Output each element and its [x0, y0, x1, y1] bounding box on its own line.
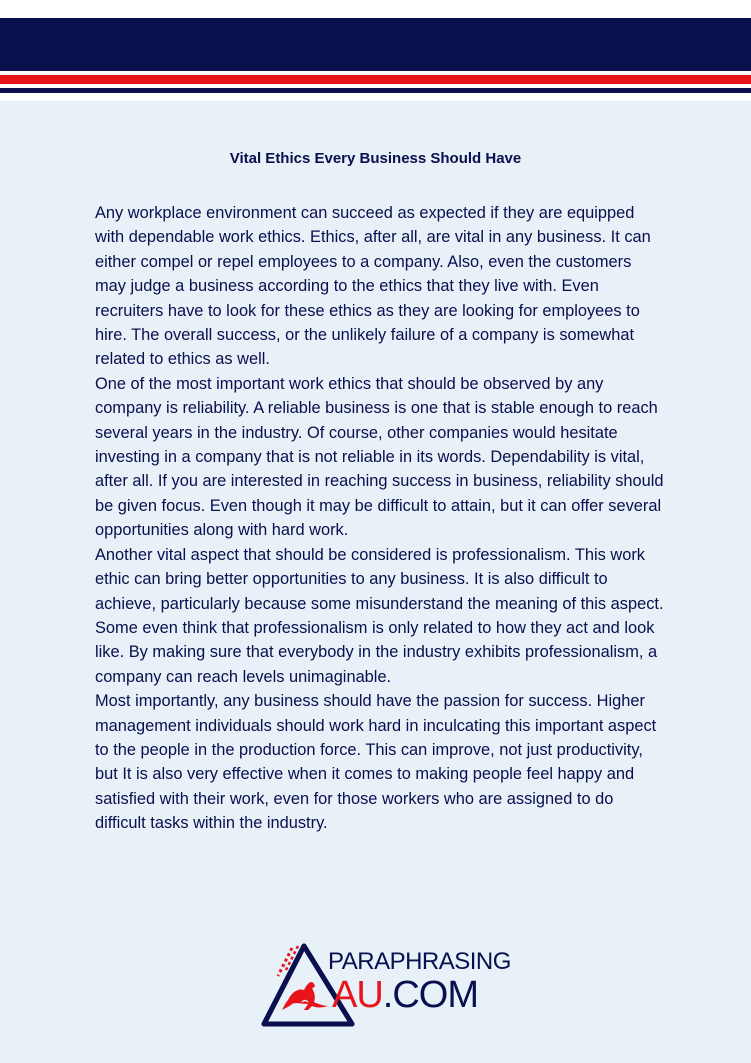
logo-text-com: .COM — [382, 974, 479, 1016]
header-top-strip — [0, 0, 751, 18]
document-body — [95, 201, 665, 836]
paragraph-1: Any workplace environment can succeed as expected if they are equipped with dependable work ethics. Ethics, after all, are vital in any business. It can either compel or repel employees to a company. Also, even the customers may judge a business according to the ethics that they live with. Even recruiters have to look for these ethics as they are looking for employees to hire. The overall success, or the unlikely failure of a company is somewhat related to ethics as well. — [95, 204, 651, 369]
brand-logo — [258, 940, 511, 1032]
paragraph-2: One of the most important work ethics that should be observed by any company is reliability. A reliable business is one that is stable enough to reach several years in the industry. Of course, other companies would hesitate investing in a company that is not reliable in its words. Dependability is vital, after all. If you are interested in reaching success in business, reliability should be given focus. Even though it may be difficult to attain, but it can offer several opportunities along with hard work. — [95, 374, 664, 540]
logo-text-top: PARAPHRASING — [328, 948, 511, 975]
paragraph-4: Most importantly, any business should have the passion for success. Higher management individuals should work hard in inculcating this important aspect to the people in the production force. This can improve, not just productivity, but It is also very effective when it comes to making people feel happy and satisfied with their work, even for those workers who are assigned to do difficult tasks within the industry. — [95, 692, 657, 833]
logo-text-au: AU — [332, 974, 383, 1016]
paragraph-3: Another vital aspect that should be considered is professionalism. This work ethic can bring better opportunities to any business. It is also difficult to achieve, particularly because some misunderstand the meaning of this aspect. Some even think that professionalism is only related to how they act and look like. By making sure that everybody in the industry exhibits professionalism, a company can reach levels unimaginable. — [95, 545, 664, 686]
header-navy-band — [0, 18, 751, 71]
logo-text-bottom — [332, 974, 478, 1016]
header-red-stripe — [0, 75, 751, 84]
document-title: Vital Ethics Every Business Should Have — [229, 150, 522, 167]
header-bottom-strip — [0, 93, 751, 101]
